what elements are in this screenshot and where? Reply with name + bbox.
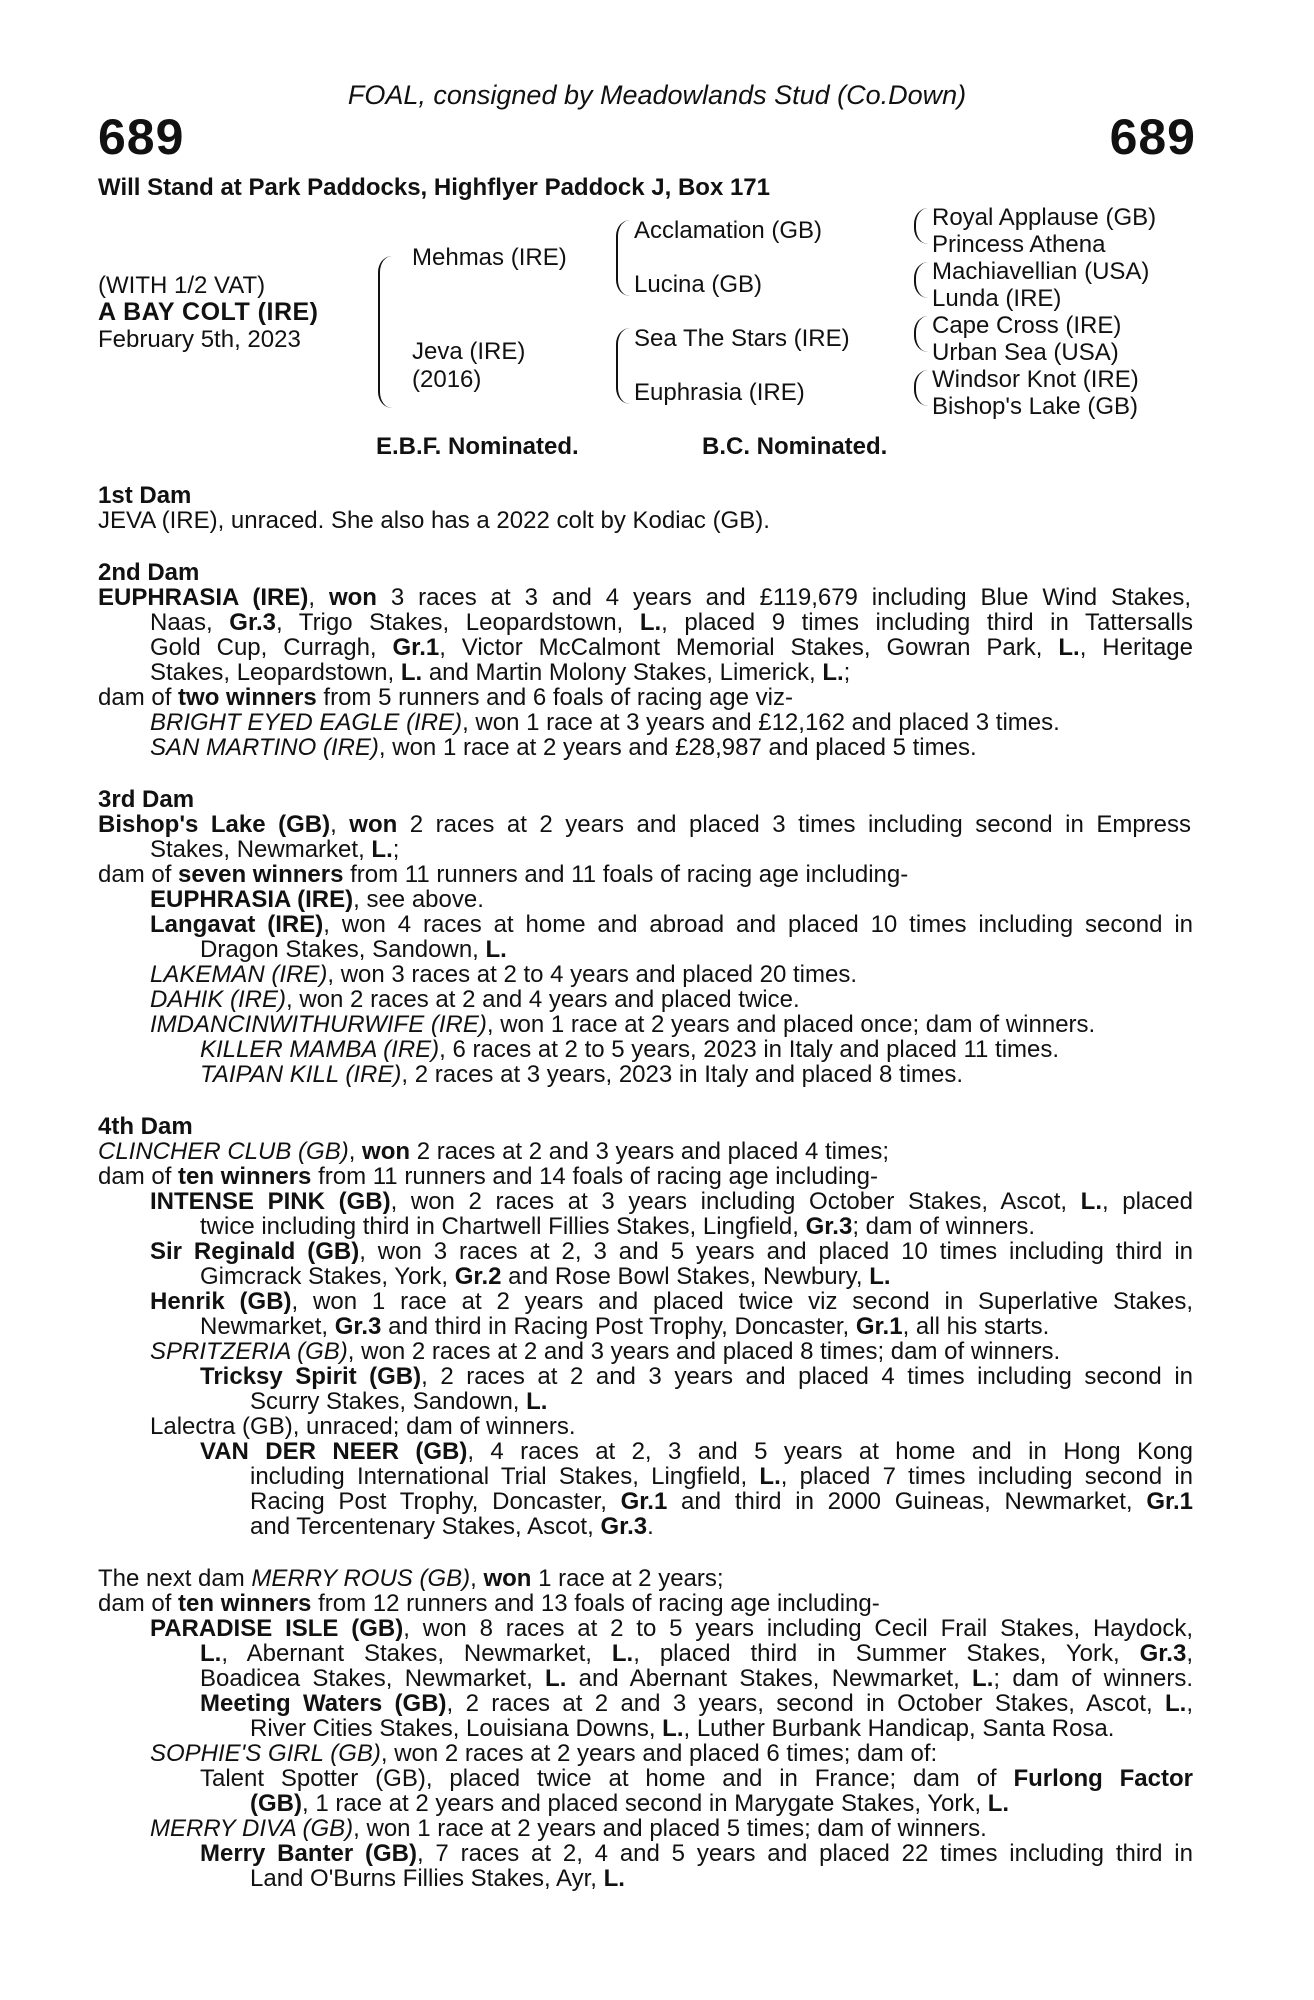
- bc-nomination: B.C. Nominated.: [702, 433, 888, 460]
- dam3-grandprogeny: TAIPAN KILL (IRE), 2 races at 3 years, 2023 in Italy and placed 8 times.: [200, 1061, 964, 1088]
- horse-name: A BAY COLT (IRE): [98, 298, 319, 326]
- dam4-grandprogeny: Scurry Stakes, Sandown, L.: [250, 1388, 548, 1415]
- sire-name: Mehmas (IRE): [412, 244, 567, 271]
- pedigree-bracket: [914, 262, 930, 298]
- dam5-progeny: SOPHIE'S GIRL (GB), won 2 races at 2 years and placed 6 times; dam of:: [150, 1740, 938, 1767]
- dam2-progeny: SAN MARTINO (IRE), won 1 race at 2 years and £28,987 and placed 5 times.: [150, 734, 977, 761]
- pedigree-bracket: [616, 220, 632, 296]
- dam5-grandprogeny: (GB), 1 race at 2 years and placed second in Marygate Stakes, York, L.: [250, 1790, 1010, 1817]
- pedigree-bracket: [914, 208, 930, 244]
- dam5-progeny: PARADISE ISLE (GB), won 8 races at 2 to 5 years including Cecil Frail Stakes, Haydock,: [150, 1615, 1193, 1642]
- dam5-grandprogeny: Meeting Waters (GB), 2 races at 2 and 3 years, second in October Stakes, Ascot, L.,: [200, 1690, 1194, 1717]
- dam4-progeny: Sir Reginald (GB), won 3 races at 2, 3 and 5 years and placed 10 times including third in: [150, 1238, 1193, 1265]
- dam5-line: The next dam MERRY ROUS (GB), won 1 race at 2 years;: [98, 1565, 724, 1592]
- vat-note: (WITH 1/2 VAT): [98, 272, 266, 299]
- dam4-grandprogeny: including International Trial Stakes, Lingfield, L., placed 7 times including second in: [250, 1463, 1193, 1490]
- consignor-line: FOAL, consigned by Meadowlands Stud (Co.Down): [347, 80, 967, 110]
- dam4-progeny: Newmarket, Gr.3 and third in Racing Post Trophy, Doncaster, Gr.1, all his starts.: [200, 1313, 1050, 1340]
- dam4-produce: dam of ten winners from 11 runners and 14 foals of racing age including-: [98, 1163, 878, 1190]
- dam4-line: CLINCHER CLUB (GB), won 2 races at 2 and 3 years and placed 4 times;: [98, 1138, 889, 1165]
- dam3-progeny: IMDANCINWITHURWIFE (IRE), won 1 race at 2 years and placed once; dam of winners.: [150, 1011, 1096, 1038]
- dam3-progeny: DAHIK (IRE), won 2 races at 2 and 4 years and placed twice.: [150, 986, 800, 1013]
- dam-dam: Euphrasia (IRE): [634, 379, 805, 406]
- dam4-grandprogeny: VAN DER NEER (GB), 4 races at 2, 3 and 5 years at home and in Hong Kong: [200, 1438, 1193, 1465]
- dam5-grandprogeny: Land O'Burns Fillies Stakes, Ayr, L.: [250, 1865, 625, 1892]
- dam5-grandprogeny: River Cities Stakes, Louisiana Downs, L., Luther Burbank Handicap, Santa Rosa.: [250, 1715, 1115, 1742]
- dam4-grandprogeny: Racing Post Trophy, Doncaster, Gr.1 and third in 2000 Guineas, Newmarket, Gr.1: [250, 1488, 1194, 1515]
- g3-ancestor: Machiavellian (USA): [932, 258, 1150, 285]
- section-heading: 3rd Dam: [98, 786, 195, 813]
- g3-ancestor: Bishop's Lake (GB): [932, 393, 1139, 420]
- g3-ancestor: Urban Sea (USA): [932, 339, 1119, 366]
- standing-location: Will Stand at Park Paddocks, Highflyer Paddock J, Box 171: [98, 174, 770, 201]
- pedigree-bracket: [378, 256, 394, 408]
- dam3-progeny: EUPHRASIA (IRE), see above.: [150, 886, 484, 913]
- foaling-date: February 5th, 2023: [98, 326, 301, 353]
- dam3-progeny: Dragon Stakes, Sandown, L.: [200, 936, 507, 963]
- dam3-line: Bishop's Lake (GB), won 2 races at 2 years and placed 3 times including second in Empress: [98, 811, 1192, 838]
- dam5-produce: dam of ten winners from 12 runners and 13 foals of racing age including-: [98, 1590, 880, 1617]
- g3-ancestor: Windsor Knot (IRE): [932, 366, 1139, 393]
- dam5-progeny: MERRY DIVA (GB), won 1 race at 2 years and placed 5 times; dam of winners.: [150, 1815, 987, 1842]
- section-heading: 4th Dam: [98, 1113, 193, 1140]
- dam3-grandprogeny: KILLER MAMBA (IRE), 6 races at 2 to 5 years, 2023 in Italy and placed 11 times.: [200, 1036, 1060, 1063]
- dam-year: (2016): [412, 366, 482, 393]
- sire-dam: Lucina (GB): [634, 271, 763, 298]
- dam5-progeny: Boadicea Stakes, Newmarket, L. and Abernant Stakes, Newmarket, L.; dam of winners.: [200, 1665, 1194, 1692]
- dam-name: Jeva (IRE): [412, 338, 526, 365]
- section-heading: 2nd Dam: [98, 559, 200, 586]
- section-heading: 1st Dam: [98, 482, 192, 509]
- pedigree-bracket: [914, 370, 930, 406]
- lot-number-left: 689: [98, 109, 185, 165]
- dam4-progeny: Gimcrack Stakes, York, Gr.2 and Rose Bowl Stakes, Newbury, L.: [200, 1263, 891, 1290]
- dam2-line: Stakes, Leopardstown, L. and Martin Molony Stakes, Limerick, L.;: [150, 659, 851, 686]
- lot-number-right: 689: [1109, 109, 1196, 165]
- dam1-text: JEVA (IRE), unraced. She also has a 2022 colt by Kodiac (GB).: [98, 507, 770, 534]
- dam4-grandprogeny: and Tercentenary Stakes, Ascot, Gr.3.: [250, 1513, 654, 1540]
- dam4-progeny: INTENSE PINK (GB), won 2 races at 3 years including October Stakes, Ascot, L., placed: [150, 1188, 1193, 1215]
- dam2-line: Gold Cup, Curragh, Gr.1, Victor McCalmont Memorial Stakes, Gowran Park, L., Heritage: [150, 634, 1193, 661]
- dam3-produce: dam of seven winners from 11 runners and 11 foals of racing age including-: [98, 861, 909, 888]
- dam4-progeny: Lalectra (GB), unraced; dam of winners.: [150, 1413, 576, 1440]
- dam-sire: Sea The Stars (IRE): [634, 325, 850, 352]
- dam4-progeny: Henrik (GB), won 1 race at 2 years and placed twice viz second in Superlative Stakes,: [150, 1288, 1193, 1315]
- dam2-line: Naas, Gr.3, Trigo Stakes, Leopardstown, L., placed 9 times including third in Tattersalls: [150, 609, 1193, 636]
- g3-ancestor: Royal Applause (GB): [932, 204, 1157, 231]
- dam2-progeny: BRIGHT EYED EAGLE (IRE), won 1 race at 3 years and £12,162 and placed 3 times.: [150, 709, 1060, 736]
- dam3-progeny: Langavat (IRE), won 4 races at home and abroad and placed 10 times including second in: [150, 911, 1194, 938]
- g3-ancestor: Lunda (IRE): [932, 285, 1062, 312]
- pedigree-bracket: [914, 316, 930, 352]
- dam3-progeny: LAKEMAN (IRE), won 3 races at 2 to 4 years and placed 20 times.: [150, 961, 858, 988]
- dam5-grandprogeny: Merry Banter (GB), 7 races at 2, 4 and 5 years and placed 22 times including third in: [200, 1840, 1193, 1867]
- dam2-produce: dam of two winners from 5 runners and 6 foals of racing age viz-: [98, 684, 793, 711]
- ebf-nomination: E.B.F. Nominated.: [376, 433, 579, 460]
- dam2-line: EUPHRASIA (IRE), won 3 races at 3 and 4 years and £119,679 including Blue Wind Stakes,: [98, 584, 1191, 611]
- dam4-progeny: twice including third in Chartwell Fillies Stakes, Lingfield, Gr.3; dam of winners.: [200, 1213, 1036, 1240]
- pedigree-bracket: [616, 328, 632, 404]
- sire-sire: Acclamation (GB): [634, 217, 823, 244]
- g3-ancestor: Cape Cross (IRE): [932, 312, 1122, 339]
- dam4-grandprogeny: Tricksy Spirit (GB), 2 races at 2 and 3 years and placed 4 times including second in: [200, 1363, 1193, 1390]
- dam3-line: Stakes, Newmarket, L.;: [150, 836, 400, 863]
- dam4-progeny: SPRITZERIA (GB), won 2 races at 2 and 3 years and placed 8 times; dam of winners.: [150, 1338, 1061, 1365]
- dam5-progeny: L., Abernant Stakes, Newmarket, L., placed third in Summer Stakes, York, Gr.3,: [200, 1640, 1193, 1667]
- g3-ancestor: Princess Athena: [932, 231, 1106, 258]
- dam5-grandprogeny: Talent Spotter (GB), placed twice at home and in France; dam of Furlong Factor: [200, 1765, 1193, 1792]
